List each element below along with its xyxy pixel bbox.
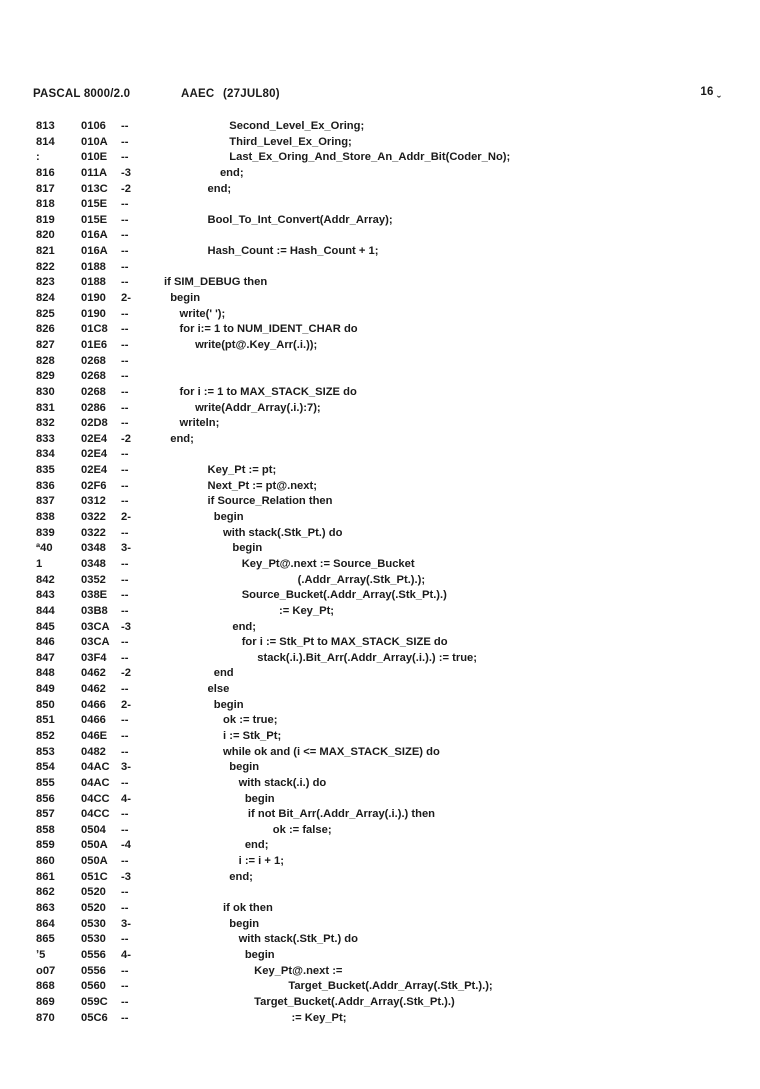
nesting-level: -3 (121, 166, 131, 179)
line-number: 845 (36, 620, 55, 633)
code-text: Next_Pt := pt@.next; (164, 479, 317, 492)
listing-line (0, 260, 760, 276)
line-number: 836 (36, 479, 55, 492)
nesting-level: -2 (121, 432, 131, 445)
address: 01C8 (81, 323, 108, 336)
listing-line (0, 307, 760, 323)
address: 0348 (81, 542, 106, 555)
nesting-level: 2- (121, 511, 131, 524)
code-text: i := i + 1; (164, 855, 284, 868)
address: 02F6 (81, 479, 107, 492)
listing-line (0, 135, 760, 151)
nesting-level: -- (121, 213, 129, 226)
line-number: 860 (36, 855, 55, 868)
code-text: end (164, 667, 234, 680)
nesting-level: -- (121, 307, 129, 320)
address: 050A (81, 855, 108, 868)
line-number: 848 (36, 667, 55, 680)
listing-line (0, 698, 760, 714)
code-text: for i:= 1 to NUM_IDENT_CHAR do (164, 323, 358, 336)
nesting-level: -- (121, 135, 129, 148)
listing-line (0, 964, 760, 980)
address: 0322 (81, 511, 106, 524)
nesting-level: -- (121, 479, 129, 492)
address: 03CA (81, 636, 110, 649)
line-number: 843 (36, 589, 55, 602)
line-number: 833 (36, 432, 55, 445)
code-text: if not Bit_Arr(.Addr_Array(.i.).) then (164, 808, 436, 821)
address: 010A (81, 135, 108, 148)
code-text: end; (164, 620, 256, 633)
line-number: 832 (36, 417, 55, 430)
code-text: Target_Bucket(.Addr_Array(.Stk_Pt.).) (164, 995, 455, 1008)
line-number: 865 (36, 933, 55, 946)
listing-line (0, 979, 760, 995)
address: 02D8 (81, 417, 108, 430)
nesting-level: -- (121, 229, 129, 242)
address: 0352 (81, 573, 106, 586)
line-number: 864 (36, 917, 55, 930)
address: 03CA (81, 620, 110, 633)
code-text: if Source_Relation then (164, 495, 333, 508)
code-text: begin (164, 792, 275, 805)
address: 038E (81, 589, 108, 602)
line-number: 828 (36, 354, 55, 367)
nesting-level: -- (121, 245, 129, 258)
source-listing (0, 119, 760, 1026)
listing-line (0, 213, 760, 229)
nesting-level: -- (121, 417, 129, 430)
listing-line (0, 197, 760, 213)
listing-line (0, 182, 760, 198)
address: 04CC (81, 808, 110, 821)
code-text: ok := true; (164, 714, 278, 727)
line-number: 837 (36, 495, 55, 508)
address: 05C6 (81, 1011, 108, 1024)
address: 03F4 (81, 651, 107, 664)
line-number: 817 (36, 182, 55, 195)
line-number: 814 (36, 135, 55, 148)
line-number: 851 (36, 714, 55, 727)
listing-line (0, 854, 760, 870)
address: 0188 (81, 276, 106, 289)
code-text: begin (164, 542, 263, 555)
address: 0556 (81, 964, 106, 977)
line-number: 859 (36, 839, 55, 852)
listing-line (0, 792, 760, 808)
code-text: Source_Bucket(.Addr_Array(.Stk_Pt.).) (164, 589, 447, 602)
nesting-level: -- (121, 714, 129, 727)
line-number: 858 (36, 823, 55, 836)
listing-line (0, 807, 760, 823)
code-text: := Key_Pt; (164, 1011, 347, 1024)
address: 0268 (81, 370, 106, 383)
line-number: 844 (36, 604, 55, 617)
address: 0268 (81, 385, 106, 398)
line-number: 820 (36, 229, 55, 242)
line-number: ª40 (36, 542, 53, 555)
code-text: Third_Level_Ex_Oring; (164, 135, 352, 148)
line-number: 869 (36, 995, 55, 1008)
code-text: Key_Pt@.next := (164, 964, 343, 977)
code-text: if ok then (164, 902, 273, 915)
address: 059C (81, 995, 108, 1008)
listing-line (0, 760, 760, 776)
address: 0286 (81, 401, 106, 414)
line-number: 870 (36, 1011, 55, 1024)
nesting-level: -- (121, 933, 129, 946)
address: 04AC (81, 761, 110, 774)
line-number: 868 (36, 980, 55, 993)
code-text: Second_Level_Ex_Oring; (164, 120, 365, 132)
nesting-level: -- (121, 683, 129, 696)
listing-line (0, 729, 760, 745)
listing-line (0, 119, 760, 135)
address: 0520 (81, 886, 106, 899)
listing-line (0, 447, 760, 463)
nesting-level: -- (121, 151, 129, 164)
line-number: 838 (36, 511, 55, 524)
address: 0188 (81, 260, 106, 273)
code-text: end; (164, 166, 244, 179)
code-text: write(' '); (164, 307, 226, 320)
address: 011A (81, 166, 108, 179)
line-number: 853 (36, 745, 55, 758)
listing-line (0, 776, 760, 792)
code-text: Target_Bucket(.Addr_Array(.Stk_Pt.).); (164, 980, 493, 993)
code-text: i := Stk_Pt; (164, 729, 282, 742)
line-number: 824 (36, 292, 55, 305)
nesting-level: -- (121, 636, 129, 649)
code-text: stack(.i.).Bit_Arr(.Addr_Array(.i.).) := true; (164, 651, 477, 664)
code-text: for i := Stk_Pt to MAX_STACK_SIZE do (164, 636, 448, 649)
listing-date: (27JUL80) (223, 88, 280, 100)
nesting-level: -- (121, 120, 129, 132)
nesting-level: -3 (121, 620, 131, 633)
listing-line (0, 526, 760, 542)
line-number: 847 (36, 651, 55, 664)
address: 015E (81, 213, 108, 226)
address: 046E (81, 729, 108, 742)
nesting-level: -- (121, 557, 129, 570)
address: 015E (81, 198, 108, 211)
line-number: 816 (36, 166, 55, 179)
address: 0268 (81, 354, 106, 367)
code-text: end; (164, 870, 253, 883)
nesting-level: -- (121, 354, 129, 367)
code-text: write(Addr_Array(.i.):7); (164, 401, 321, 414)
address: 0466 (81, 714, 106, 727)
nesting-level: -- (121, 808, 129, 821)
listing-line (0, 682, 760, 698)
nesting-level: -- (121, 526, 129, 539)
line-number: ο07 (36, 964, 56, 977)
nesting-level: -- (121, 338, 129, 351)
code-text: writeln; (164, 417, 220, 430)
listing-line (0, 651, 760, 667)
listing-line (0, 917, 760, 933)
code-text: (.Addr_Array(.Stk_Pt.).); (164, 573, 426, 586)
nesting-level: -- (121, 370, 129, 383)
line-number: 830 (36, 385, 55, 398)
listing-line (0, 322, 760, 338)
nesting-level: -- (121, 964, 129, 977)
address: 016A (81, 229, 108, 242)
nesting-level: -2 (121, 667, 131, 680)
listing-line (0, 995, 760, 1011)
address: 0530 (81, 933, 106, 946)
line-number: 854 (36, 761, 55, 774)
listing-line (0, 510, 760, 526)
code-text: with stack(.Stk_Pt.) do (164, 933, 358, 946)
listing-line (0, 416, 760, 432)
listing-line (0, 479, 760, 495)
nesting-level: -- (121, 589, 129, 602)
nesting-level: -- (121, 401, 129, 414)
listing-line (0, 588, 760, 604)
code-text: := Key_Pt; (164, 604, 335, 617)
line-number: 862 (36, 886, 55, 899)
address: 02E4 (81, 448, 108, 461)
address: 0466 (81, 698, 106, 711)
address: 0106 (81, 120, 106, 132)
address: 0462 (81, 683, 106, 696)
listing-line (0, 1011, 760, 1027)
listing-line (0, 228, 760, 244)
nesting-level: -- (121, 980, 129, 993)
code-text: Key_Pt@.next := Source_Bucket (164, 557, 415, 570)
listing-line (0, 604, 760, 620)
nesting-level: -- (121, 745, 129, 758)
line-number: 852 (36, 729, 55, 742)
nesting-level: -- (121, 573, 129, 586)
address: 0312 (81, 495, 106, 508)
address: 01E6 (81, 338, 108, 351)
listing-line (0, 932, 760, 948)
nesting-level: 4- (121, 792, 131, 805)
line-number: 834 (36, 448, 55, 461)
address: 050A (81, 839, 108, 852)
listing-line (0, 463, 760, 479)
code-text: with stack(.Stk_Pt.) do (164, 526, 343, 539)
nesting-level: -- (121, 604, 129, 617)
code-text: begin (164, 761, 260, 774)
nesting-level: -- (121, 1011, 129, 1024)
line-number: 831 (36, 401, 55, 414)
address: 0322 (81, 526, 106, 539)
line-number: 842 (36, 573, 55, 586)
address: 0556 (81, 948, 106, 961)
line-number: 855 (36, 776, 55, 789)
line-number: 826 (36, 323, 55, 336)
code-text: Bool_To_Int_Convert(Addr_Array); (164, 213, 393, 226)
nesting-level: -- (121, 902, 129, 915)
code-text: Last_Ex_Oring_And_Store_An_Addr_Bit(Coder_No); (164, 151, 511, 164)
code-text: begin (164, 948, 275, 961)
listing-line (0, 401, 760, 417)
address: 03B8 (81, 604, 108, 617)
address: 0190 (81, 292, 106, 305)
nesting-level: -3 (121, 870, 131, 883)
code-text: with stack(.i.) do (164, 776, 327, 789)
listing-line (0, 291, 760, 307)
line-number: 861 (36, 870, 55, 883)
listing-line (0, 635, 760, 651)
address: 0530 (81, 917, 106, 930)
address: 04CC (81, 792, 110, 805)
nesting-level: -- (121, 385, 129, 398)
line-number: 813 (36, 120, 55, 132)
listing-line (0, 885, 760, 901)
address: 051C (81, 870, 108, 883)
nesting-level: -2 (121, 182, 131, 195)
listing-line (0, 713, 760, 729)
code-text: end; (164, 432, 194, 445)
listing-line (0, 166, 760, 182)
listing-line (0, 901, 760, 917)
line-number: ʼ5 (36, 948, 46, 961)
address: 010E (81, 151, 108, 164)
line-number: 849 (36, 683, 55, 696)
user-id: AAEC (181, 88, 215, 100)
nesting-level: 3- (121, 542, 131, 555)
line-number: 829 (36, 370, 55, 383)
listing-line (0, 666, 760, 682)
listing-line (0, 354, 760, 370)
listing-line (0, 557, 760, 573)
code-text: while ok and (i <= MAX_STACK_SIZE) do (164, 745, 440, 758)
code-text: Key_Pt := pt; (164, 464, 277, 477)
address: 04AC (81, 776, 110, 789)
page-header (33, 88, 733, 104)
code-text: Hash_Count := Hash_Count + 1; (164, 245, 379, 258)
nesting-level: -- (121, 495, 129, 508)
nesting-level: -- (121, 464, 129, 477)
listing-line (0, 150, 760, 166)
address: 02E4 (81, 432, 108, 445)
line-number: 839 (36, 526, 55, 539)
nesting-level: 3- (121, 917, 131, 930)
line-number: 850 (36, 698, 55, 711)
nesting-level: -- (121, 886, 129, 899)
code-text: end; (164, 182, 232, 195)
address: 0520 (81, 902, 106, 915)
address: 0504 (81, 823, 106, 836)
code-text: end; (164, 839, 269, 852)
address: 0190 (81, 307, 106, 320)
nesting-level: 2- (121, 292, 131, 305)
nesting-level: -- (121, 651, 129, 664)
code-text: ok := false; (164, 823, 332, 836)
nesting-level: -- (121, 260, 129, 273)
nesting-level: -- (121, 776, 129, 789)
address: 0482 (81, 745, 106, 758)
nesting-level: -- (121, 729, 129, 742)
listing-line (0, 838, 760, 854)
listing-line (0, 244, 760, 260)
listing-line (0, 948, 760, 964)
nesting-level: -- (121, 276, 129, 289)
line-number: 823 (36, 276, 55, 289)
code-text: else (164, 683, 230, 696)
code-text: if SIM_DEBUG then (164, 276, 268, 289)
line-number: 863 (36, 902, 55, 915)
address: 016A (81, 245, 108, 258)
nesting-level: 2- (121, 698, 131, 711)
code-text: begin (164, 917, 260, 930)
nesting-level: -- (121, 823, 129, 836)
listing-line (0, 541, 760, 557)
line-number: 822 (36, 260, 55, 273)
code-text: begin (164, 698, 244, 711)
line-number: 857 (36, 808, 55, 821)
listing-line (0, 573, 760, 589)
code-text: begin (164, 292, 201, 305)
address: 0560 (81, 980, 106, 993)
nesting-level: -- (121, 855, 129, 868)
nesting-level: 4- (121, 948, 131, 961)
code-text: for i := 1 to MAX_STACK_SIZE do (164, 385, 357, 398)
nesting-level: -4 (121, 839, 131, 852)
compiler-version: PASCAL 8000/2.0 (33, 88, 131, 100)
line-number: 1 (36, 557, 43, 570)
nesting-level: -- (121, 323, 129, 336)
line-number: 818 (36, 198, 55, 211)
nesting-level: -- (121, 448, 129, 461)
nesting-level: -- (121, 198, 129, 211)
address: 013C (81, 182, 108, 195)
line-number: : (36, 151, 40, 164)
nesting-level: 3- (121, 761, 131, 774)
listing-line (0, 275, 760, 291)
line-number: 856 (36, 792, 55, 805)
line-number: 825 (36, 307, 55, 320)
line-number: 835 (36, 464, 55, 477)
listing-line (0, 620, 760, 636)
listing-line (0, 870, 760, 886)
nesting-level: -- (121, 995, 129, 1008)
page-number: 16 ˬ (700, 86, 721, 98)
line-number: 827 (36, 338, 55, 351)
line-number: 846 (36, 636, 55, 649)
address: 02E4 (81, 464, 108, 477)
listing-line (0, 338, 760, 354)
listing-line (0, 823, 760, 839)
address: 0348 (81, 557, 106, 570)
listing-line (0, 432, 760, 448)
code-text: write(pt@.Key_Arr(.i.)); (164, 338, 318, 351)
line-number: 819 (36, 213, 55, 226)
listing-line (0, 494, 760, 510)
listing-line (0, 745, 760, 761)
listing-line (0, 369, 760, 385)
code-text: begin (164, 511, 244, 524)
line-number: 821 (36, 245, 55, 258)
address: 0462 (81, 667, 106, 680)
listing-line (0, 385, 760, 401)
